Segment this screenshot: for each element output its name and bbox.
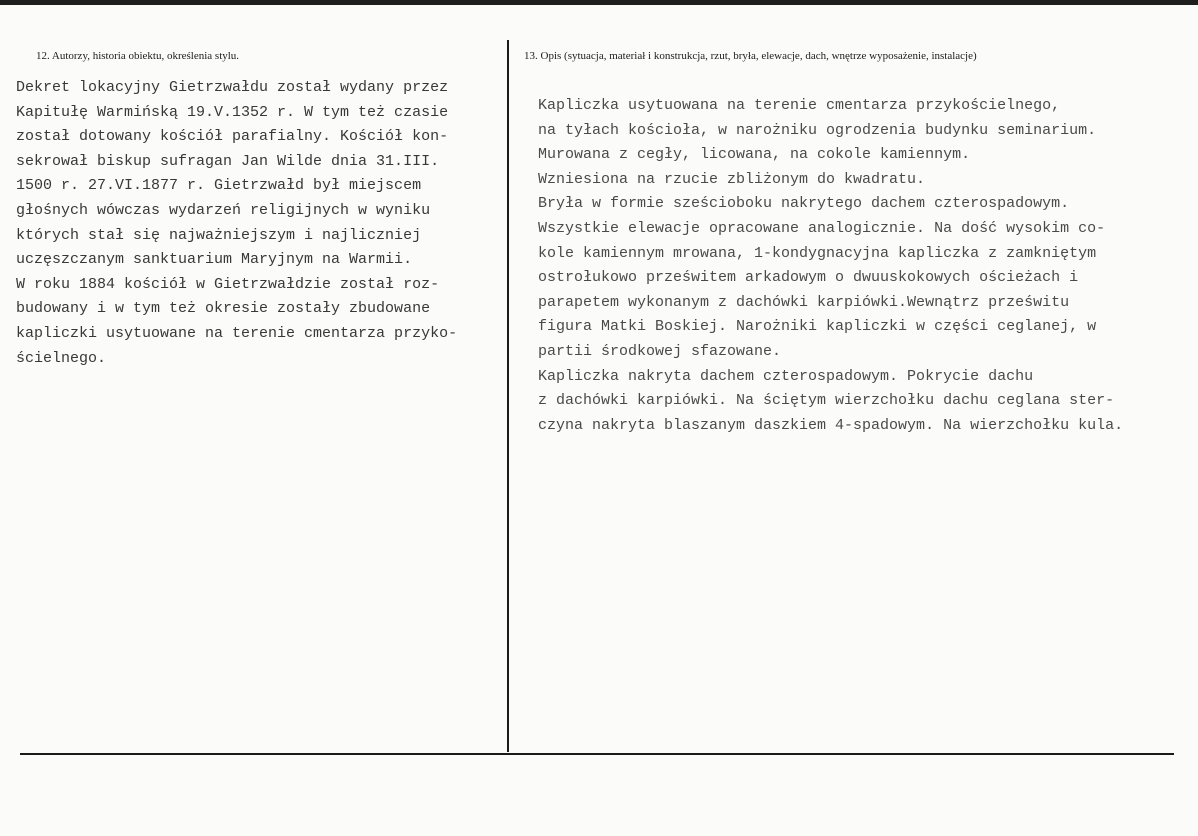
section-12-text-line: uczęszczanym sanktuarium Maryjnym na Warmii. [16, 251, 413, 269]
section-13-text-line: Murowana z cegły, licowana, na cokole kamiennym. [538, 146, 971, 164]
section-13-text-line: Wszystkie elewacje opracowane analogicznie. Na dość wysokim co- [538, 219, 1106, 237]
section-12-text-line: których stał się najważniejszym i najliczniej [16, 226, 422, 244]
section-12-text-line: Kapitułę Warmińską 19.V.1352 r. W tym też czasie [16, 103, 449, 121]
section-13-text-line: ostrołukowo prześwitem arkadowym o dwuuskokowych ościeżach i [538, 269, 1079, 287]
section-13-text-line: Kapliczka usytuowana na terenie cmentarza przykościelnego, [538, 97, 1061, 114]
scan-top-edge [0, 0, 1198, 5]
section-12-text-line: sekrował biskup sufragan Jan Wilde dnia 31.III. [16, 152, 440, 170]
section-13-text-line: na tyłach kościoła, w narożniku ogrodzenia budynku seminarium. [538, 121, 1097, 139]
section-12-text-line: głośnych wówczas wydarzeń religijnych w wyniku [16, 201, 431, 219]
section-13-body [538, 94, 1123, 438]
section-13-text-line: Wzniesiona na rzucie zbliżonym do kwadratu. [538, 170, 926, 188]
section-12-header: 12. Autorzy, historia obiektu, określenia stylu. [36, 50, 240, 62]
section-13-text-line: Kapliczka nakryta dachem czterospadowym. Pokrycie dachu [538, 367, 1034, 385]
section-13-text-line: parapetem wykonanym z dachówki karpiówki.Wewnątrz prześwitu [538, 293, 1070, 311]
section-13-text-line: kole kamiennym mrowana, 1-kondygnacyjna kapliczka z zamkniętym [538, 244, 1097, 262]
section-13-text-line: Bryła w formie sześcioboku nakrytego dachem czterospadowym. [538, 195, 1070, 213]
section-12-text-line: ścielnego. [16, 349, 107, 367]
section-13-text-line: figura Matki Boskiej. Narożniki kapliczki w części ceglanej, w [538, 318, 1097, 336]
section-13-text-line: partii środkowej sfazowane. [538, 342, 782, 360]
section-13-header: 13. Opis (sytuacja, materiał i konstrukcja, rzut, bryła, elewacje, dach, wnętrze wyposażenie, instalacje) [524, 50, 977, 62]
section-13-text-line: czyna nakryta blaszanym daszkiem 4-spadowym. Na wierzchołku kula. [538, 416, 1124, 434]
section-12-text-line: budowany i w tym też okresie zostały zbudowane [16, 300, 431, 318]
section-12-text-line: W roku 1884 kościół w Gietrzwałdzie został roz- [16, 275, 440, 293]
bottom-rule [20, 753, 1174, 755]
section-12-text-line: został dotowany kościół parafialny. Kościół kon- [16, 128, 449, 146]
column-divider [507, 40, 509, 752]
section-12-text-line: kapliczki usytuowane na terenie cmentarza przyko- [16, 324, 458, 342]
section-13-text-line: z dachówki karpiówki. Na ściętym wierzchołku dachu ceglana ster- [538, 392, 1115, 410]
section-12-body [16, 76, 457, 371]
section-12-text-line: 1500 r. 27.VI.1877 r. Gietrzwałd był miejscem [16, 177, 422, 195]
section-12-text-line: Dekret lokacyjny Gietrzwałdu został wydany przez [16, 79, 449, 96]
